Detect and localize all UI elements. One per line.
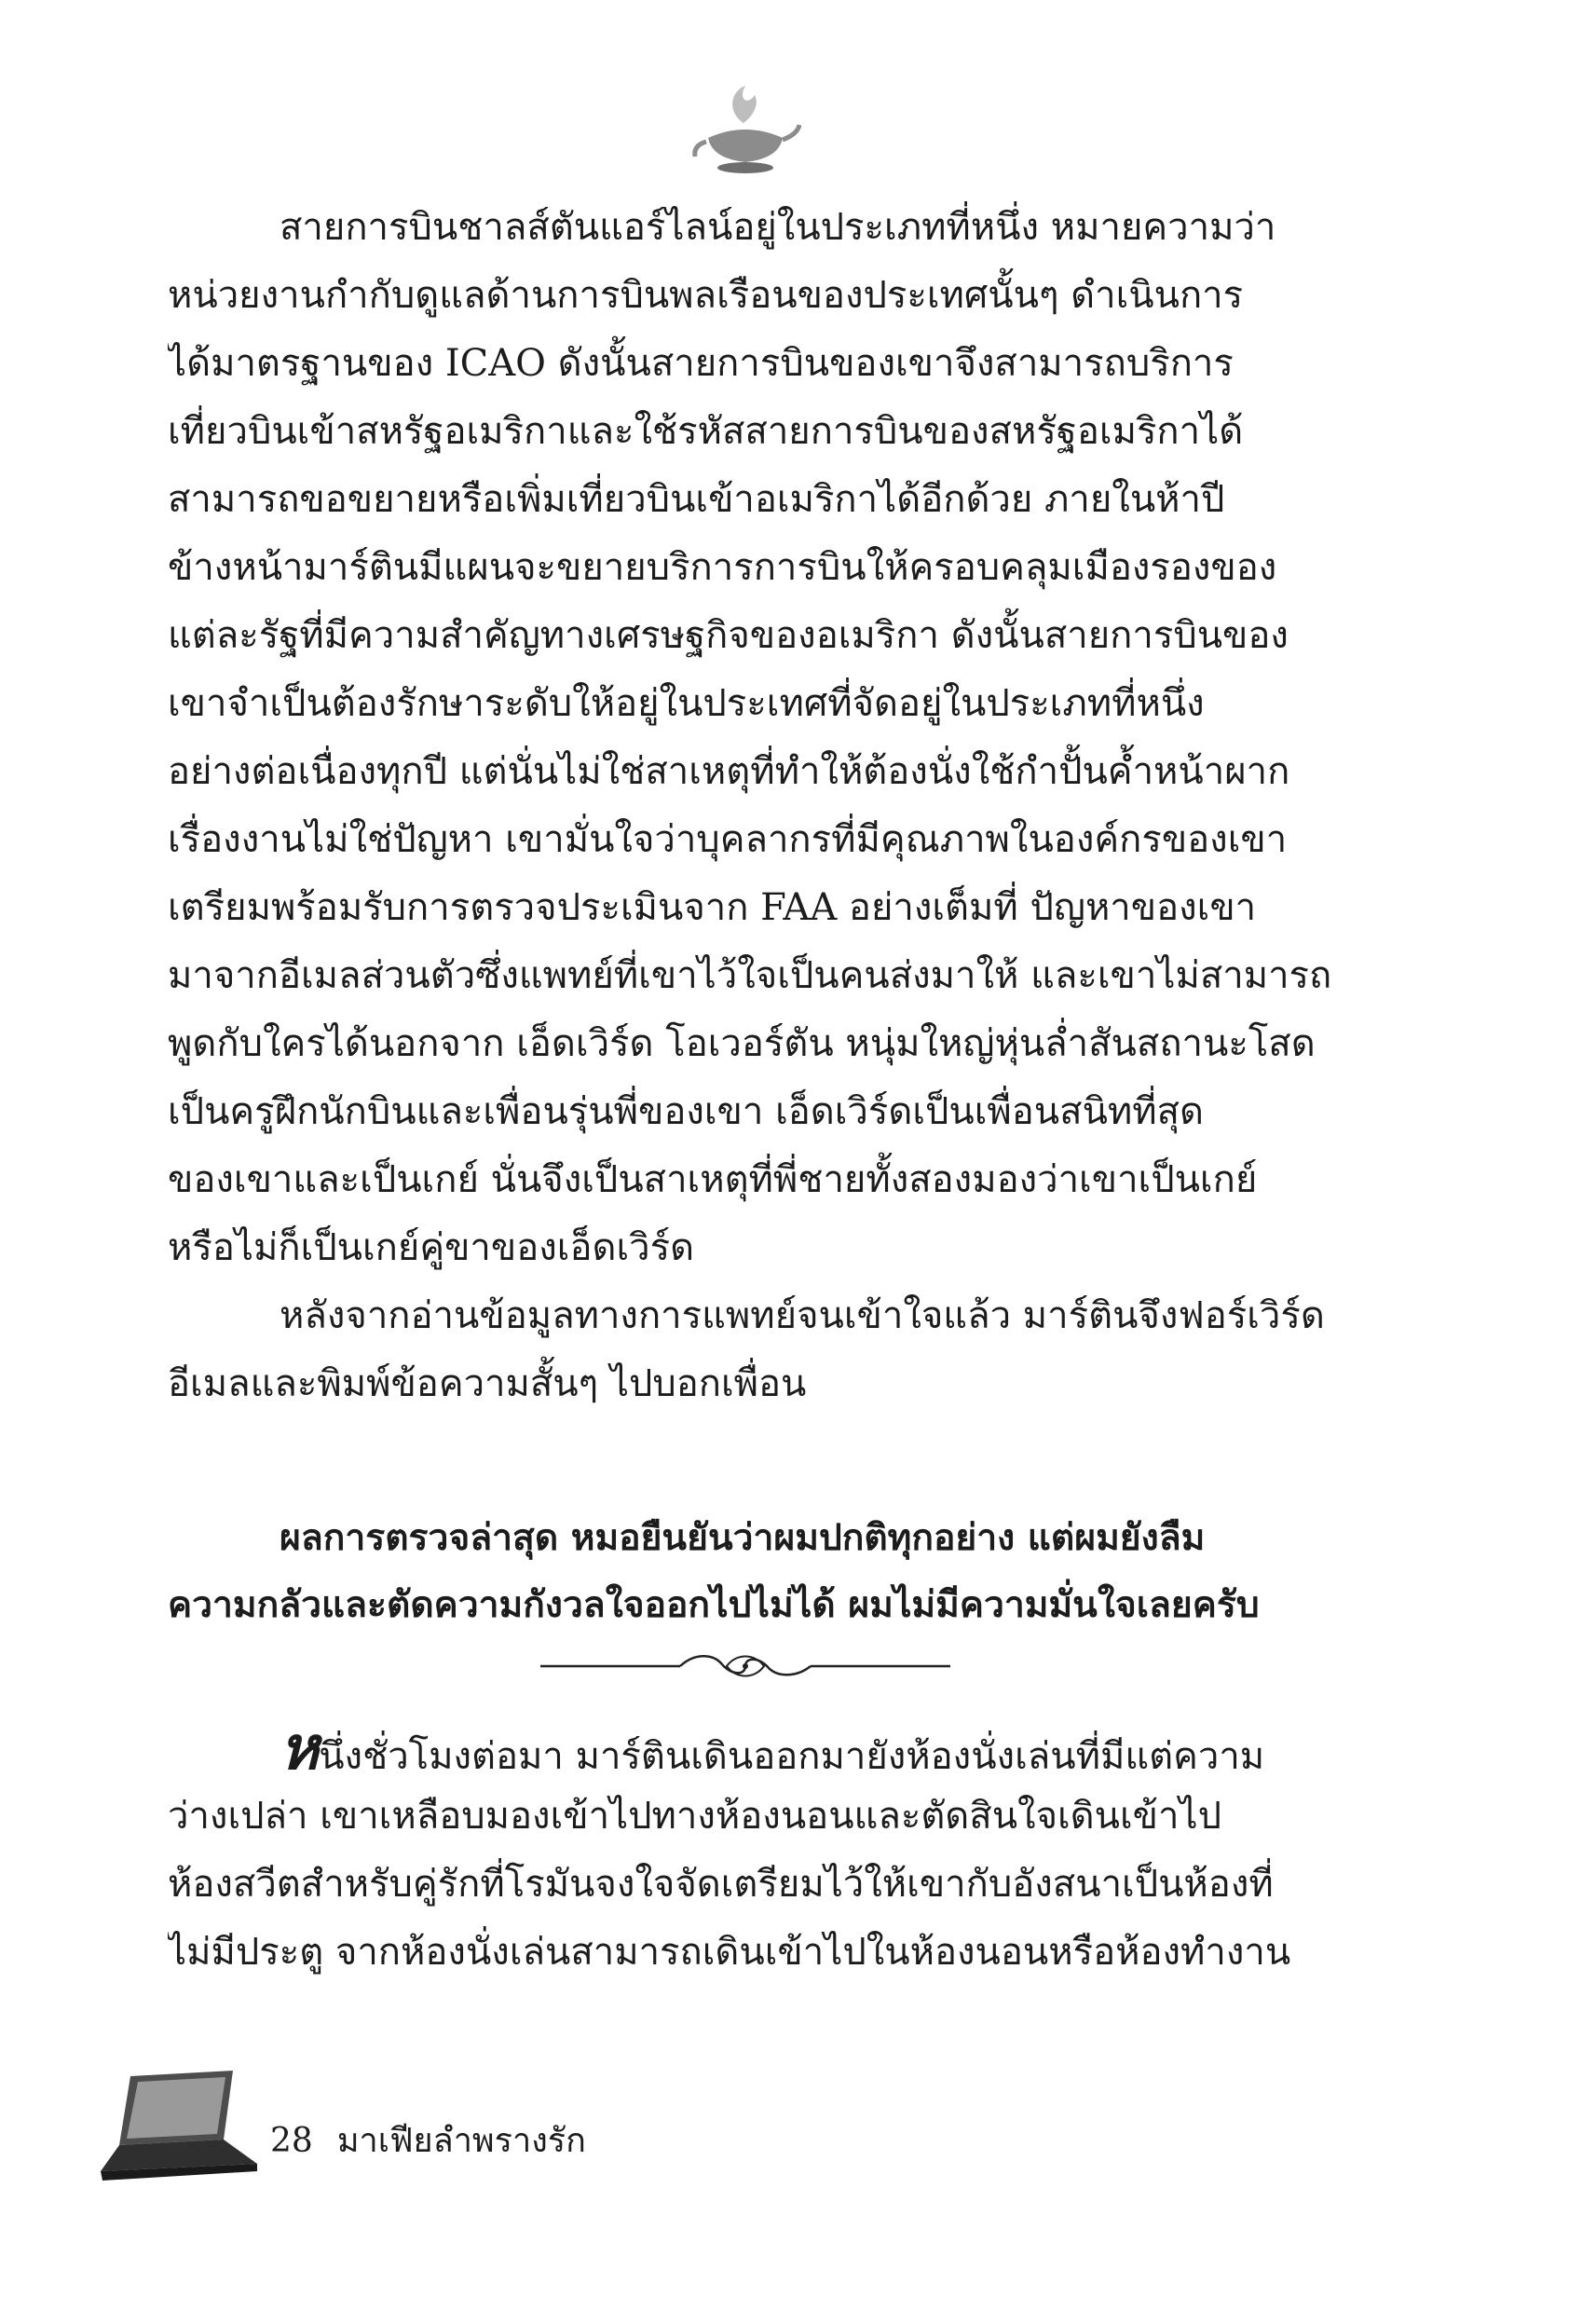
- paragraph-2: [168, 1282, 1332, 1418]
- page-number: 28: [270, 2122, 313, 2160]
- text-line: หน่วยงานกำกับดูแลด้านการบินพลเรือนของประเทศนั้นๆ ดำเนินการ: [168, 274, 1244, 317]
- text-line: ห้องสวีตสำหรับคู่รักที่โรมันจงใจจัดเตรียมไว้ให้เขากับอังสนาเป็นห้องที่: [168, 1863, 1274, 1906]
- first-line-rest: นึ่งชั่วโมงต่อมา มาร์ตินเดินออกมายังห้องนั่งเล่นที่มีแต่ความ: [319, 1735, 1265, 1778]
- text-line: ว่างเปล่า เขาเหลือบมองเข้าไปทางห้องนอนและตัดสินใจเดินเข้าไป: [168, 1795, 1221, 1838]
- text-line: ข้างหน้ามาร์ตินมีแผนจะขยายบริการการบินให้ครอบคลุมเมืองรองของ: [168, 546, 1277, 589]
- text-line: เที่ยวบินเข้าสหรัฐอเมริกาและใช้รหัสสายการบินของสหรัฐอเมริกาได้: [168, 410, 1244, 453]
- text-line: [168, 1715, 1332, 1783]
- ornamental-divider-graphic: [540, 1648, 950, 1685]
- text-line: อีเมลและพิมพ์ข้อความสั้นๆ ไปบอกเพื่อน: [168, 1362, 807, 1405]
- paragraph-1: [168, 194, 1332, 1282]
- text-line: สามารถขอขยายหรือเพิ่มเที่ยวบินเข้าอเมริกาได้อีกด้วย ภายในห้าปี: [168, 478, 1225, 521]
- text-line: เรื่องงานไม่ใช่ปัญหา เขามั่นใจว่าบุคลากรที่มีคุณภาพในองค์กรของเขา: [168, 818, 1288, 861]
- text-line: อย่างต่อเนื่องทุกปี แต่นั่นไม่ใช่สาเหตุที่ทำให้ต้องนั่งใช้กำปั้นค้ำหน้าผาก: [168, 750, 1290, 793]
- text-line: หรือไม่ก็เป็นเกย์คู่ขาของเอ็ดเวิร์ด: [168, 1226, 695, 1269]
- text-line: เขาจำเป็นต้องรักษาระดับให้อยู่ในประเทศที่จัดอยู่ในประเภทที่หนึ่ง: [168, 682, 1205, 725]
- page-footer: [270, 2113, 586, 2167]
- text-line: พูดกับใครได้นอกจาก เอ็ดเวิร์ด โอเวอร์ตัน หนุ่มใหญ่หุ่นล่ำสันสถานะโสด: [168, 1022, 1316, 1065]
- text-line: ไม่มีประตู จากห้องนั่งเล่นสามารถเดินเข้าไปในห้องนอนหรือห้องทำงาน: [168, 1931, 1291, 1974]
- text-line: มาจากอีเมลส่วนตัวซึ่งแพทย์ที่เขาไว้ใจเป็นคนส่งมาให้ และเขาไม่สามารถ: [168, 954, 1332, 997]
- text-line: ได้มาตรฐานของ ICAO ดังนั้นสายการบินของเขาจึงสามารถบริการ: [168, 342, 1234, 385]
- quote-line: ความกลัวและตัดความกังวลใจออกไปไม่ได้ ผมไม่มีความมั่นใจเลยครับ: [168, 1583, 1260, 1626]
- quote-line: ผลการตรวจล่าสุด หมอยืนยันว่าผมปกติทุกอย่าง แต่ผมยังลืม: [280, 1516, 1206, 1559]
- laptop-icon: [93, 2067, 261, 2197]
- text-line: เตรียมพร้อมรับการตรวจประเมินจาก FAA อย่างเต็มที่ ปัญหาของเขา: [168, 886, 1257, 929]
- drop-cap: ห: [280, 1715, 320, 1783]
- book-title: มาเฟียลำพรางรัก: [336, 2122, 586, 2160]
- magic-lamp-icon: [689, 75, 801, 177]
- text-line: เป็นครูฝึกนักบินและเพื่อนรุ่นพี่ของเขา เอ็ดเวิร์ดเป็นเพื่อนสนิทที่สุด: [168, 1090, 1205, 1133]
- email-quote: [168, 1504, 1332, 1638]
- text-line: ของเขาและเป็นเกย์ นั่นจึงเป็นสาเหตุที่พี่ชายทั้งสองมองว่าเขาเป็นเกย์: [168, 1158, 1258, 1201]
- text-line: แต่ละรัฐที่มีความสำคัญทางเศรษฐกิจของอเมริกา ดังนั้นสายการบินของ: [168, 614, 1289, 657]
- ornamental-divider: [168, 1638, 1332, 1705]
- text-line: สายการบินชาลส์ตันแอร์ไลน์อยู่ในประเภทที่หนึ่ง หมายความว่า: [280, 206, 1276, 249]
- body-text: [168, 194, 1332, 1987]
- text-line: หลังจากอ่านข้อมูลทางการแพทย์จนเข้าใจแล้ว มาร์ตินจึงฟอร์เวิร์ด: [280, 1294, 1325, 1337]
- paragraph-3: [168, 1715, 1332, 1987]
